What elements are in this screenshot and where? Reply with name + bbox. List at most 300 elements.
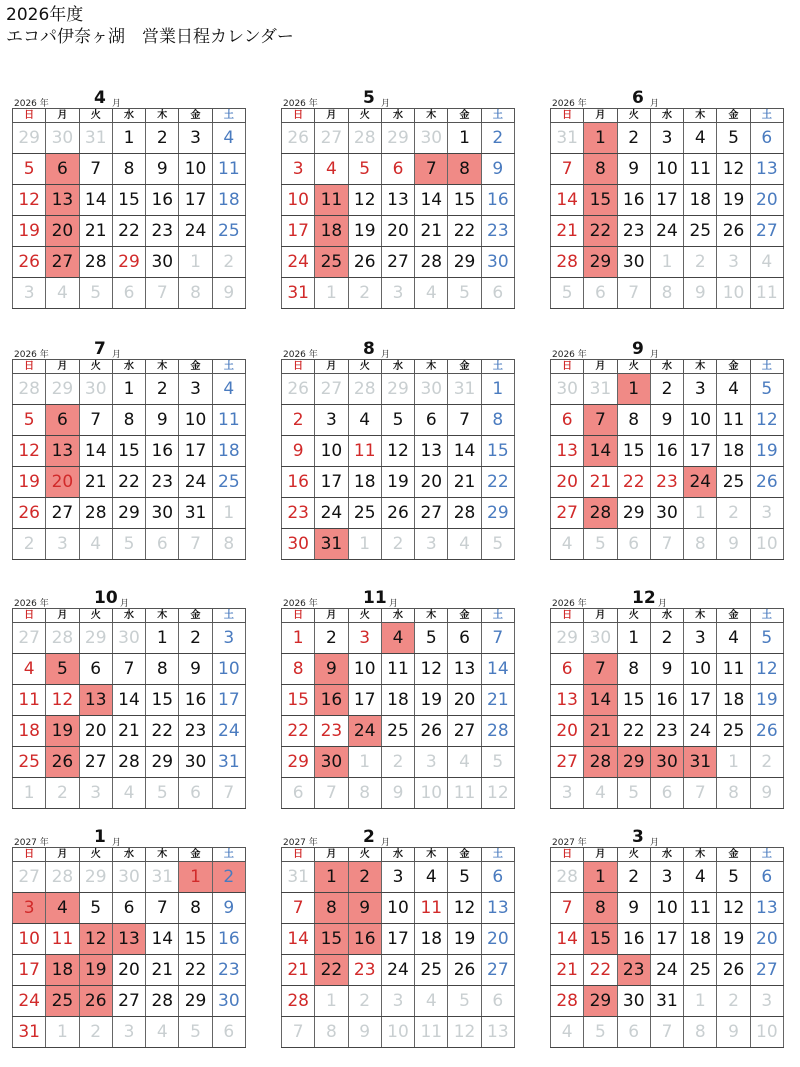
weekday-header: 土 [750, 609, 783, 623]
day-cell-other-month: 13 [481, 1017, 514, 1048]
day-cell: 25 [212, 216, 245, 247]
day-cell: 12 [717, 893, 750, 924]
week-row [551, 893, 784, 924]
day-cell: 24 [212, 716, 245, 747]
month-number: 10 [94, 588, 118, 608]
weekday-header: 金 [179, 360, 212, 374]
day-cell: 21 [551, 955, 584, 986]
day-cell: 1 [448, 123, 481, 154]
day-cell: 14 [448, 436, 481, 467]
day-cell-closed: 8 [315, 893, 348, 924]
weekday-header: 金 [717, 360, 750, 374]
weekday-header: 水 [112, 109, 145, 123]
weekday-header: 火 [348, 109, 381, 123]
day-cell-other-month: 1 [13, 778, 46, 809]
day-cell-other-month: 3 [13, 278, 46, 309]
weekday-header: 月 [584, 609, 617, 623]
day-cell: 28 [415, 247, 448, 278]
month-table [12, 608, 246, 809]
day-cell: 2 [617, 123, 650, 154]
weekday-header: 土 [481, 360, 514, 374]
day-cell: 17 [650, 185, 683, 216]
day-cell: 12 [13, 185, 46, 216]
day-cell-closed: 6 [46, 405, 79, 436]
day-cell: 23 [348, 955, 381, 986]
day-cell: 28 [551, 986, 584, 1017]
day-cell: 16 [481, 185, 514, 216]
day-cell: 30 [179, 747, 212, 778]
day-cell-other-month: 3 [381, 986, 414, 1017]
week-row [13, 436, 246, 467]
day-cell: 10 [381, 893, 414, 924]
week-row [282, 1017, 515, 1048]
day-cell-closed: 20 [46, 467, 79, 498]
day-cell-other-month: 1 [684, 498, 717, 529]
weekday-header: 火 [79, 109, 112, 123]
day-cell-closed: 30 [315, 747, 348, 778]
day-cell: 23 [481, 216, 514, 247]
day-cell: 8 [282, 654, 315, 685]
day-cell-other-month: 2 [684, 247, 717, 278]
day-cell: 25 [381, 716, 414, 747]
weekday-header: 火 [617, 360, 650, 374]
weekday-header: 金 [448, 360, 481, 374]
day-cell-closed: 15 [315, 924, 348, 955]
day-cell-closed: 18 [315, 216, 348, 247]
day-cell: 18 [415, 924, 448, 955]
day-cell: 18 [348, 467, 381, 498]
day-cell: 20 [381, 216, 414, 247]
day-cell-other-month: 30 [551, 374, 584, 405]
day-cell: 28 [112, 747, 145, 778]
day-cell-closed: 5 [46, 654, 79, 685]
day-cell-closed: 2 [348, 862, 381, 893]
weekday-header: 日 [13, 360, 46, 374]
day-cell: 8 [617, 405, 650, 436]
week-row [282, 467, 515, 498]
day-cell: 22 [112, 216, 145, 247]
day-cell: 15 [617, 685, 650, 716]
day-cell-other-month: 31 [146, 862, 179, 893]
weekday-header: 火 [79, 609, 112, 623]
day-cell-other-month: 5 [584, 529, 617, 560]
day-cell-other-month: 2 [348, 986, 381, 1017]
day-cell-closed: 12 [79, 924, 112, 955]
day-cell: 10 [315, 436, 348, 467]
day-cell: 22 [282, 716, 315, 747]
day-cell-closed: 4 [381, 623, 414, 654]
day-cell: 19 [717, 185, 750, 216]
day-cell-closed: 24 [684, 467, 717, 498]
month-number: 12 [632, 588, 656, 608]
day-cell: 25 [717, 716, 750, 747]
day-cell-other-month: 31 [282, 862, 315, 893]
day-cell-other-month: 5 [448, 278, 481, 309]
weekday-header: 金 [448, 609, 481, 623]
day-cell-other-month: 28 [46, 623, 79, 654]
day-cell: 16 [146, 436, 179, 467]
weekday-header: 月 [315, 109, 348, 123]
day-cell-other-month: 30 [415, 374, 448, 405]
day-cell: 2 [146, 374, 179, 405]
day-cell: 10 [684, 405, 717, 436]
weekday-header: 木 [415, 109, 448, 123]
weekday-header: 火 [617, 109, 650, 123]
month-number: 9 [632, 339, 644, 359]
day-cell-other-month: 6 [617, 1017, 650, 1048]
day-cell: 7 [146, 893, 179, 924]
day-cell-closed: 28 [584, 747, 617, 778]
day-cell: 7 [79, 405, 112, 436]
day-cell: 20 [481, 924, 514, 955]
day-cell-other-month: 2 [750, 747, 783, 778]
day-cell: 5 [750, 374, 783, 405]
day-cell-closed: 28 [584, 498, 617, 529]
week-row [13, 123, 246, 154]
day-cell-closed: 22 [584, 216, 617, 247]
day-cell-other-month: 11 [448, 778, 481, 809]
week-row [551, 955, 784, 986]
year-label: 2026 年 [552, 599, 587, 609]
month-header [544, 339, 784, 360]
weekday-header: 日 [282, 109, 315, 123]
day-cell: 3 [348, 623, 381, 654]
day-cell: 19 [415, 685, 448, 716]
day-cell-other-month: 29 [13, 123, 46, 154]
week-row [282, 623, 515, 654]
day-cell-other-month: 7 [650, 1017, 683, 1048]
day-cell: 28 [146, 986, 179, 1017]
day-cell: 1 [112, 123, 145, 154]
weekday-header: 土 [750, 360, 783, 374]
weekday-header: 金 [179, 848, 212, 862]
day-cell-other-month: 10 [717, 278, 750, 309]
month-number: 6 [632, 88, 644, 108]
day-cell-other-month: 8 [179, 278, 212, 309]
day-cell: 4 [315, 154, 348, 185]
day-cell-other-month: 6 [146, 529, 179, 560]
day-cell: 26 [381, 498, 414, 529]
month-header [544, 588, 784, 609]
day-cell: 29 [179, 986, 212, 1017]
day-cell: 7 [551, 154, 584, 185]
day-cell: 7 [551, 893, 584, 924]
weekday-header: 火 [348, 360, 381, 374]
day-cell-closed: 1 [584, 123, 617, 154]
day-cell: 3 [650, 862, 683, 893]
month-header [275, 339, 515, 360]
day-cell: 7 [79, 154, 112, 185]
day-cell-other-month: 31 [551, 123, 584, 154]
week-row [282, 436, 515, 467]
weekday-header: 月 [46, 609, 79, 623]
day-cell-closed: 30 [650, 747, 683, 778]
week-row [551, 278, 784, 309]
day-cell: 30 [146, 247, 179, 278]
week-row [551, 862, 784, 893]
day-cell-other-month: 7 [315, 778, 348, 809]
day-cell: 16 [650, 685, 683, 716]
weekday-header: 木 [146, 609, 179, 623]
day-cell: 16 [146, 185, 179, 216]
day-cell: 24 [684, 716, 717, 747]
day-cell-other-month: 8 [684, 529, 717, 560]
week-row [551, 716, 784, 747]
week-row [551, 405, 784, 436]
day-cell: 24 [650, 216, 683, 247]
week-row [551, 467, 784, 498]
day-cell-closed: 3 [13, 893, 46, 924]
day-cell-other-month: 10 [381, 1017, 414, 1048]
day-cell-other-month: 30 [46, 123, 79, 154]
day-cell: 23 [650, 467, 683, 498]
day-cell: 12 [448, 893, 481, 924]
day-cell: 22 [146, 716, 179, 747]
day-cell-other-month: 28 [13, 374, 46, 405]
day-cell-closed: 29 [584, 986, 617, 1017]
day-cell-other-month: 1 [315, 278, 348, 309]
day-cell-other-month: 7 [650, 529, 683, 560]
day-cell: 18 [13, 716, 46, 747]
day-cell: 14 [551, 185, 584, 216]
day-cell-other-month: 4 [415, 278, 448, 309]
weekday-header: 木 [684, 109, 717, 123]
weekday-header: 水 [112, 360, 145, 374]
day-cell: 29 [448, 247, 481, 278]
day-cell-other-month: 4 [46, 278, 79, 309]
day-cell: 1 [282, 623, 315, 654]
day-cell: 5 [13, 405, 46, 436]
day-cell: 20 [551, 467, 584, 498]
weekday-header: 火 [348, 848, 381, 862]
day-cell: 18 [212, 185, 245, 216]
day-cell: 2 [282, 405, 315, 436]
day-cell: 17 [212, 685, 245, 716]
day-cell: 2 [650, 623, 683, 654]
month-header [6, 339, 246, 360]
week-row [13, 467, 246, 498]
day-cell: 11 [684, 893, 717, 924]
page-title-year: 2026年度 [6, 5, 84, 25]
year-label: 2026 年 [552, 350, 587, 360]
day-cell: 13 [551, 436, 584, 467]
day-cell-other-month: 6 [481, 986, 514, 1017]
day-cell: 17 [348, 685, 381, 716]
day-cell: 18 [717, 685, 750, 716]
month-header [6, 88, 246, 109]
day-cell: 20 [112, 955, 145, 986]
week-row [282, 154, 515, 185]
day-cell: 22 [617, 716, 650, 747]
weekday-header: 月 [315, 848, 348, 862]
day-cell: 5 [448, 862, 481, 893]
weekday-header: 日 [13, 609, 46, 623]
day-cell-other-month: 4 [750, 247, 783, 278]
day-cell: 28 [481, 716, 514, 747]
page-title-name: エコパ伊奈ヶ湖 営業日程カレンダー [6, 27, 294, 47]
day-cell: 27 [112, 986, 145, 1017]
day-cell-closed: 27 [46, 247, 79, 278]
day-cell: 21 [79, 216, 112, 247]
day-cell: 4 [348, 405, 381, 436]
day-cell-other-month: 1 [315, 986, 348, 1017]
weekday-header: 土 [212, 848, 245, 862]
weekday-header: 日 [282, 848, 315, 862]
day-cell-closed: 2 [212, 862, 245, 893]
day-cell-closed: 1 [584, 862, 617, 893]
day-cell-other-month: 4 [79, 529, 112, 560]
day-cell: 14 [481, 654, 514, 685]
day-cell: 10 [650, 893, 683, 924]
day-cell: 18 [684, 924, 717, 955]
weekday-header: 土 [481, 609, 514, 623]
day-cell: 8 [481, 405, 514, 436]
day-cell-other-month: 31 [448, 374, 481, 405]
day-cell: 14 [415, 185, 448, 216]
weekday-header: 土 [481, 848, 514, 862]
week-row [13, 716, 246, 747]
day-cell-closed: 29 [584, 247, 617, 278]
day-cell-closed: 9 [315, 654, 348, 685]
month-suffix: 月 [389, 599, 399, 609]
day-cell-other-month: 2 [212, 247, 245, 278]
week-row [551, 529, 784, 560]
weekday-header: 金 [448, 848, 481, 862]
day-cell-other-month: 10 [750, 1017, 783, 1048]
day-cell-closed: 7 [584, 405, 617, 436]
week-row [282, 986, 515, 1017]
day-cell-closed: 6 [46, 154, 79, 185]
day-cell: 26 [415, 716, 448, 747]
day-cell-other-month: 30 [79, 374, 112, 405]
day-cell: 27 [46, 498, 79, 529]
weekday-header: 木 [684, 360, 717, 374]
day-cell-closed: 8 [584, 154, 617, 185]
week-row [282, 685, 515, 716]
day-cell: 21 [448, 467, 481, 498]
week-row [282, 278, 515, 309]
year-label: 2026 年 [14, 350, 49, 360]
month-suffix: 月 [650, 99, 660, 109]
day-cell: 29 [112, 247, 145, 278]
day-cell: 22 [617, 467, 650, 498]
year-label: 2027 年 [283, 838, 318, 848]
day-cell: 19 [750, 436, 783, 467]
day-cell: 12 [381, 436, 414, 467]
day-cell: 7 [112, 654, 145, 685]
weekday-header: 木 [415, 848, 448, 862]
day-cell-other-month: 3 [381, 278, 414, 309]
day-cell: 16 [617, 924, 650, 955]
day-cell: 6 [448, 623, 481, 654]
day-cell-other-month: 5 [79, 278, 112, 309]
day-cell: 30 [617, 986, 650, 1017]
day-cell: 22 [448, 216, 481, 247]
week-row [13, 685, 246, 716]
day-cell-other-month: 2 [381, 747, 414, 778]
day-cell: 6 [551, 654, 584, 685]
weekday-header: 月 [315, 609, 348, 623]
weekday-header: 日 [551, 360, 584, 374]
day-cell: 6 [79, 654, 112, 685]
day-cell: 23 [617, 216, 650, 247]
day-cell-closed: 18 [46, 955, 79, 986]
day-cell-other-month: 3 [551, 778, 584, 809]
day-cell: 8 [617, 654, 650, 685]
month-header [275, 827, 515, 848]
day-cell-other-month: 3 [46, 529, 79, 560]
weekday-header: 日 [551, 848, 584, 862]
day-cell: 8 [112, 154, 145, 185]
day-cell: 6 [112, 893, 145, 924]
week-row [551, 986, 784, 1017]
day-cell: 1 [112, 374, 145, 405]
day-cell: 7 [448, 405, 481, 436]
day-cell: 24 [179, 467, 212, 498]
day-cell-other-month: 8 [717, 778, 750, 809]
day-cell: 6 [415, 405, 448, 436]
day-cell-other-month: 9 [750, 778, 783, 809]
day-cell-other-month: 29 [46, 374, 79, 405]
day-cell-other-month: 28 [46, 862, 79, 893]
day-cell-other-month: 3 [750, 498, 783, 529]
day-cell: 27 [448, 716, 481, 747]
day-cell-other-month: 4 [415, 986, 448, 1017]
week-row [282, 955, 515, 986]
day-cell: 13 [415, 436, 448, 467]
day-cell: 6 [551, 405, 584, 436]
day-cell: 23 [146, 216, 179, 247]
day-cell: 10 [212, 654, 245, 685]
day-cell: 22 [584, 955, 617, 986]
week-row [13, 924, 246, 955]
day-cell-other-month: 29 [79, 623, 112, 654]
weekday-header: 金 [448, 109, 481, 123]
day-cell: 18 [212, 436, 245, 467]
weekday-header: 日 [551, 609, 584, 623]
month-suffix: 月 [381, 350, 391, 360]
week-row [13, 955, 246, 986]
month-suffix: 月 [120, 599, 130, 609]
day-cell: 5 [79, 893, 112, 924]
week-row [13, 498, 246, 529]
day-cell: 23 [212, 955, 245, 986]
day-cell: 31 [179, 498, 212, 529]
week-row [282, 893, 515, 924]
day-cell-closed: 19 [46, 716, 79, 747]
day-cell: 28 [79, 498, 112, 529]
day-cell-other-month: 28 [551, 862, 584, 893]
day-cell-other-month: 7 [282, 1017, 315, 1048]
day-cell: 3 [315, 405, 348, 436]
day-cell: 1 [146, 623, 179, 654]
day-cell: 8 [146, 654, 179, 685]
day-cell-other-month: 3 [750, 986, 783, 1017]
weekday-header: 金 [717, 609, 750, 623]
day-cell: 17 [381, 924, 414, 955]
day-cell: 21 [481, 685, 514, 716]
day-cell-other-month: 6 [650, 778, 683, 809]
day-cell: 1 [481, 374, 514, 405]
month-header [544, 88, 784, 109]
day-cell: 2 [146, 123, 179, 154]
week-row [13, 747, 246, 778]
day-cell-closed: 14 [584, 436, 617, 467]
year-label: 2026 年 [14, 599, 49, 609]
week-row [551, 623, 784, 654]
day-cell: 26 [348, 247, 381, 278]
day-cell: 27 [415, 498, 448, 529]
